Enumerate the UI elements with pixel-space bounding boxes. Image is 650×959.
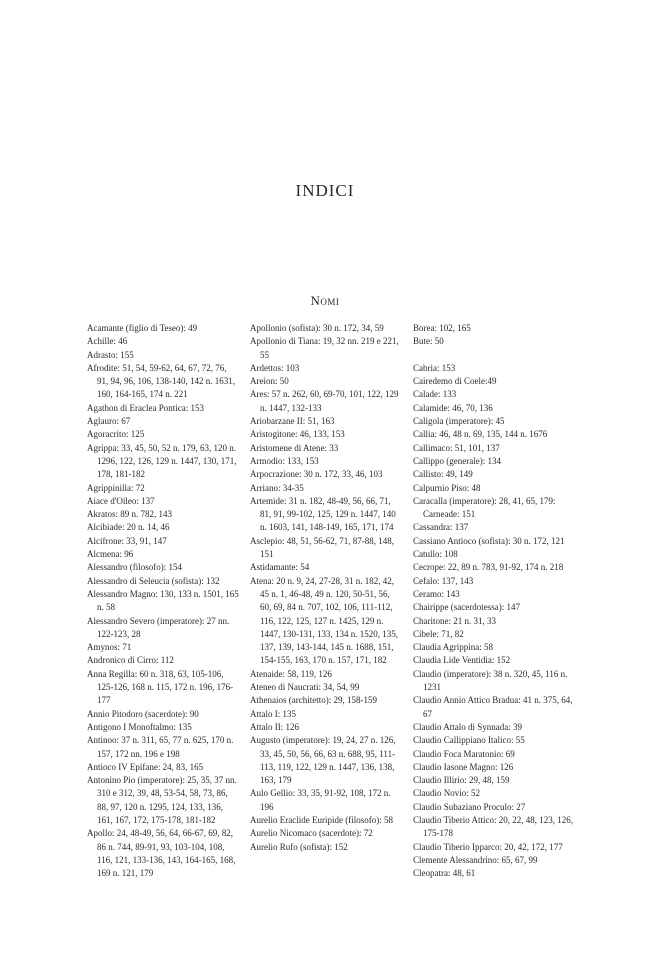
index-entry: Afrodite: 51, 54, 59-62, 64, 67, 72, 76, 91, 94, 96, 106, 138-140, 142 n. 1631, 160, 164-165, 174 n. 221 — [87, 362, 235, 400]
index-entry: Antinoo: 37 n. 311, 65, 77 n. 625, 170 n. 157, 172 nn. 196 e 198 — [87, 735, 234, 759]
index-entry: Areion: 50 — [250, 376, 289, 387]
index-entry: Aglauro: 67 — [87, 416, 131, 427]
letter-gap — [413, 349, 575, 362]
index-entry: Catullo: 108 — [413, 549, 458, 560]
index-entry: Arpocrazione: 30 n. 172, 33, 46, 103 — [250, 469, 383, 480]
index-entry: Calade: 133 — [413, 389, 457, 400]
index-column-1 — [87, 322, 239, 880]
index-entry: Ariobarzane II: 51, 163 — [250, 416, 335, 427]
index-entry: Attalo II: 126 — [250, 721, 299, 732]
index-entry: Chairippe (sacerdotessa): 147 — [413, 602, 520, 613]
index-entry: Adrasto: 155 — [87, 349, 134, 360]
index-entry: Aristogitone: 46, 133, 153 — [250, 429, 345, 440]
index-entry: Cecrope: 22, 89 n. 783, 91-92, 174 n. 218 — [413, 562, 564, 573]
index-entry: Alcifrone: 33, 91, 147 — [87, 535, 167, 546]
index-entry: Callisto: 49, 149 — [413, 469, 473, 480]
index-entry: Athenaios (architetto): 29, 158-159 — [250, 695, 377, 706]
index-entry: Astidamante: 54 — [250, 562, 310, 573]
index-entry: Atenaide: 58, 119, 126 — [250, 668, 332, 679]
index-entry: Callimaco: 51, 101, 137 — [413, 442, 500, 453]
index-entry: Atena: 20 n. 9, 24, 27-28, 31 n. 182, 42, 45 n. 1, 46-48, 49 n. 120, 50-51, 56, 60, 69, 84 n. 707, 102, 106, 111-112, 116, 122, 125, 127 n. 1425, 129 n. 1447, 130-131, 133, 134 n. 1520, 135, 137, 139, 143-144, 145 n. 1688, 151, 154-155, 163, 170 n. 157, 171, 182 — [250, 575, 398, 666]
index-entry: Aurelio Eraclide Euripide (filosofo): 58 — [250, 814, 393, 825]
index-column-2 — [250, 322, 400, 854]
index-entry: Agoracrito: 125 — [87, 429, 145, 440]
index-entry: Antigono I Monoftalmo: 135 — [87, 721, 192, 732]
index-entry: Claudio Illirio: 29, 48, 159 — [413, 775, 510, 786]
index-entry: Andronico di Cirro: 112 — [87, 655, 174, 666]
index-entry: Claudio Tiberio Ipparco: 20, 42, 172, 177 — [413, 841, 563, 852]
index-entry: Calpurnio Piso: 48 — [413, 482, 481, 493]
index-entry: Claudio (imperatore): 38 n. 320, 45, 116 n. 1231 — [413, 668, 568, 693]
index-entry: Achille: 46 — [87, 336, 128, 347]
index-entry: Anna Regilla: 60 n. 318, 63, 105-106, 125-126, 168 n. 115, 172 n. 196, 176-177 — [87, 668, 234, 706]
index-entry: Cefalo: 137, 143 — [413, 575, 474, 586]
index-entry: Apollonio di Tiana: 19, 32 nn. 219 e 221, 55 — [250, 336, 399, 360]
index-entry: Attalo I: 135 — [250, 708, 296, 719]
index-entry: Cleopatra: 48, 61 — [413, 868, 476, 879]
index-entry: Alcibiade: 20 n. 14, 46 — [87, 522, 170, 533]
index-column-3 — [413, 322, 575, 880]
index-entry: Aurelio Rufo (sofista): 152 — [250, 841, 348, 852]
index-entry: Apollo: 24, 48-49, 56, 64, 66-67, 69, 82, 86 n. 744, 89-91, 93, 103-104, 108, 116, 121, 133-136, 143, 164-165, 168, 169 n. 121, 179 — [87, 828, 236, 879]
index-entry: Antonino Pio (imperatore): 25, 35, 37 nn. 310 e 312, 39, 48, 53-54, 58, 73, 86, 88, 97, 120 n. 1295, 124, 133, 136, 161, 167, 172, 175-178, 181-182 — [87, 775, 237, 825]
index-entry: Claudio Foca Maratonio: 69 — [413, 748, 515, 759]
index-entry: Antioco IV Epifane: 24, 83, 165 — [87, 761, 204, 772]
index-entry: Bute: 50 — [413, 336, 444, 347]
index-entry: Alessandro Magno: 130, 133 n. 1501, 165 n. 58 — [87, 588, 239, 613]
index-entry: Claudio Iasone Magno: 126 — [413, 761, 514, 772]
index-entry: Borea: 102, 165 — [413, 323, 471, 333]
index-entry: Calamide: 46, 70, 136 — [413, 402, 493, 413]
index-entry: Clemente Alessandrino: 65, 67, 99 — [413, 854, 538, 865]
index-entry: Cibele: 71, 82 — [413, 628, 464, 639]
index-entry: Annio Pitodoro (sacerdote): 90 — [87, 708, 199, 719]
index-entry: Alcmena: 96 — [87, 549, 134, 560]
index-entry: Claudio Callippiano Italico: 55 — [413, 735, 525, 746]
index-entry: Claudia Lide Ventidia: 152 — [413, 655, 511, 666]
index-entry: Claudio Novio: 52 — [413, 788, 480, 799]
index-entry: Agrippa: 33, 45, 50, 52 n. 179, 63, 120 n. 1296, 122, 126, 129 n. 1447, 130, 171, 178, 181-182 — [87, 442, 237, 480]
index-entry: Armodio: 133, 153 — [250, 455, 319, 466]
index-entry: Cairedemo di Coele:49 — [413, 376, 497, 387]
index-entry: Alessandro (filosofo): 154 — [87, 562, 182, 573]
index-entry: Agathon di Eraclea Pontica: 153 — [87, 402, 204, 413]
index-entry: Apollonio (sofista): 30 n. 172, 34, 59 — [250, 323, 384, 333]
index-entry: Aulo Gellio: 33, 35, 91-92, 108, 172 n. 196 — [250, 788, 391, 812]
index-entry: Ceramo: 143 — [413, 588, 460, 599]
index-entry: Acamante (figlio di Teseo): 49 — [87, 323, 198, 333]
index-entry: Cassandra: 137 — [413, 522, 469, 533]
index-entry: Ares: 57 n. 262, 60, 69-70, 101, 122, 129 n. 1447, 132-133 — [250, 389, 399, 413]
index-entry: Amynos: 71 — [87, 642, 132, 653]
index-entry: Akratos: 89 n. 782, 143 — [87, 509, 172, 520]
index-entry: Caracalla (imperatore): 28, 41, 65, 179: Carneade: 151 — [413, 495, 556, 520]
index-entry: Aristomene di Atene: 33 — [250, 442, 339, 453]
index-entry: Cabria: 153 — [413, 362, 456, 373]
index-entry: Artemide: 31 n. 182, 48-49, 56, 66, 71, 81, 91, 99-102, 125, 129 n. 1447, 140 n. 1603, 141, 148-149, 165, 171, 174 — [250, 495, 396, 533]
index-entry: Callippo (generale): 134 — [413, 455, 501, 466]
index-entry: Claudio Subaziano Proculo: 27 — [413, 801, 526, 812]
index-entry: Asclepio: 48, 51, 56-62, 71, 87-88, 148, 151 — [250, 535, 394, 560]
index-entry: Charitone: 21 n. 31, 33 — [413, 615, 496, 626]
index-entry: Aurelio Nicomaco (sacerdote): 72 — [250, 828, 373, 839]
index-entry: Ateneo di Naucrati: 34, 54, 99 — [250, 682, 360, 693]
page-title: INDICI — [295, 181, 355, 200]
index-entry: Caligola (imperatore): 45 — [413, 416, 505, 427]
index-entry: Claudio Annio Attico Bradua: 41 n. 375, 64, 67 — [413, 695, 573, 719]
index-entry: Arriano: 34-35 — [250, 482, 304, 493]
index-entry: Claudio Attalo di Synnada: 39 — [413, 721, 522, 732]
index-entry: Claudio Tiberio Attico: 20, 22, 48, 123, 126, 175-178 — [413, 814, 574, 839]
index-entry: Alessandro di Seleucia (sofista): 132 — [87, 575, 220, 586]
section-title: Nomi — [310, 293, 340, 308]
index-entry: Agrippinilla: 72 — [87, 482, 145, 493]
index-entry: Claudia Agrippina: 58 — [413, 642, 493, 653]
index-entry: Callia: 46, 48 n. 69, 135, 144 n. 1676 — [413, 429, 548, 440]
index-entry: Cassiano Antioco (sofista): 30 n. 172, 121 — [413, 535, 565, 546]
index-entry: Alessandro Severo (imperatore): 27 nn. 122-123, 28 — [87, 615, 230, 639]
index-entry: Augusto (imperatore): 19, 24, 27 n. 126, 33, 45, 50, 56, 66, 63 n. 688, 95, 111-113, 119, 122, 129 n. 1447, 136, 138, 163, 179 — [250, 735, 396, 786]
index-entry: Aiace d'Oileo: 137 — [87, 495, 155, 506]
index-entry: Ardettos: 103 — [250, 362, 300, 373]
